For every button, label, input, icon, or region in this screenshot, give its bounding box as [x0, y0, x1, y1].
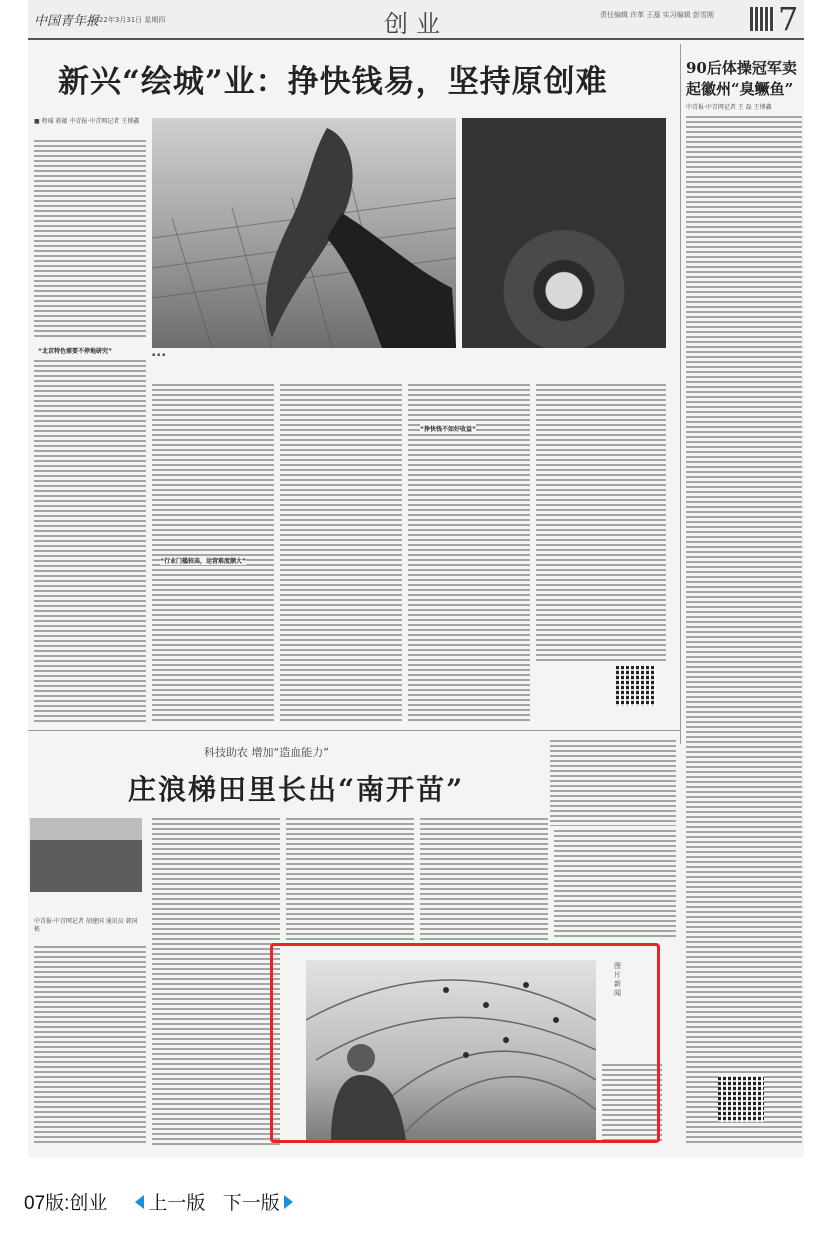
page-navigation [24, 1188, 293, 1215]
column-divider [680, 44, 681, 744]
article-text-column[interactable] [152, 818, 280, 1148]
article-text-column[interactable] [34, 946, 146, 1146]
subhead: “行业门槛较高，运营难度颇大” [160, 558, 246, 565]
article-text-column[interactable] [286, 818, 414, 940]
photo-news-label: 图片新闻 [614, 962, 621, 997]
article-text-column[interactable] [550, 740, 676, 826]
terraced-field-photo [30, 818, 142, 892]
issue-date: 2022年3月31日 星期四 [90, 16, 166, 24]
article-text-column[interactable] [554, 830, 676, 940]
side-article-text[interactable] [686, 116, 802, 1146]
side-qr-code [718, 1076, 764, 1122]
photo-caption: ▪ ▪ ▪ [152, 352, 166, 358]
article-text-column[interactable] [152, 384, 274, 722]
fish-illustration [152, 118, 456, 348]
section-divider [28, 730, 680, 731]
article-text-column[interactable] [408, 384, 530, 722]
selected-article-highlight[interactable] [270, 943, 660, 1143]
bottom-byline: 中青报·中青网记者 胡建国 通讯员 韩国栋 [34, 918, 138, 933]
section-title: 创业 [384, 10, 448, 38]
editor-credits: 责任编辑 许革 王磊 实习编辑 彭雪刚 [600, 11, 714, 19]
subhead: “北京特色需要不停地研究” [38, 348, 112, 355]
bottom-kicker: 科技助农 增加“造血能力” [204, 746, 329, 759]
subhead: “挣快钱不如好收益” [420, 426, 476, 433]
masthead-qr-code [750, 7, 774, 31]
page-number: 7 [778, 0, 799, 38]
prev-page-link[interactable]: 上一版 [148, 1193, 206, 1214]
article-text-column[interactable] [536, 384, 666, 662]
article-text-column[interactable] [280, 384, 402, 722]
article-text-column[interactable] [420, 818, 548, 940]
side-headline[interactable]: 90后体操冠军卖起徽州“臭鳜鱼” [686, 59, 797, 98]
article-text-column[interactable] [34, 360, 146, 722]
prev-arrow-icon[interactable] [135, 1195, 144, 1209]
masthead [28, 0, 804, 40]
next-arrow-icon[interactable] [284, 1195, 293, 1209]
fish-photo [152, 118, 456, 348]
newspaper-logo: 中国青年报 [34, 14, 100, 29]
top-headline[interactable]: 新兴“绘城”业：挣快钱易，坚持原创难 [58, 64, 608, 100]
article-qr-code [616, 666, 656, 706]
bottom-headline[interactable]: 庄浪梯田里长出“南开苗” [128, 773, 465, 806]
next-page-link[interactable]: 下一版 [222, 1193, 280, 1214]
side-byline: 中青报·中青网记者 王 磊 王博鑫 [686, 104, 772, 111]
page-label: 07版:创业 [24, 1193, 108, 1214]
painted-wall-photo [462, 118, 666, 348]
article-text-column[interactable] [34, 140, 146, 340]
top-byline: ■ 程瑶 蒋蕴 中青报·中青网记者 王博鑫 [34, 118, 140, 125]
